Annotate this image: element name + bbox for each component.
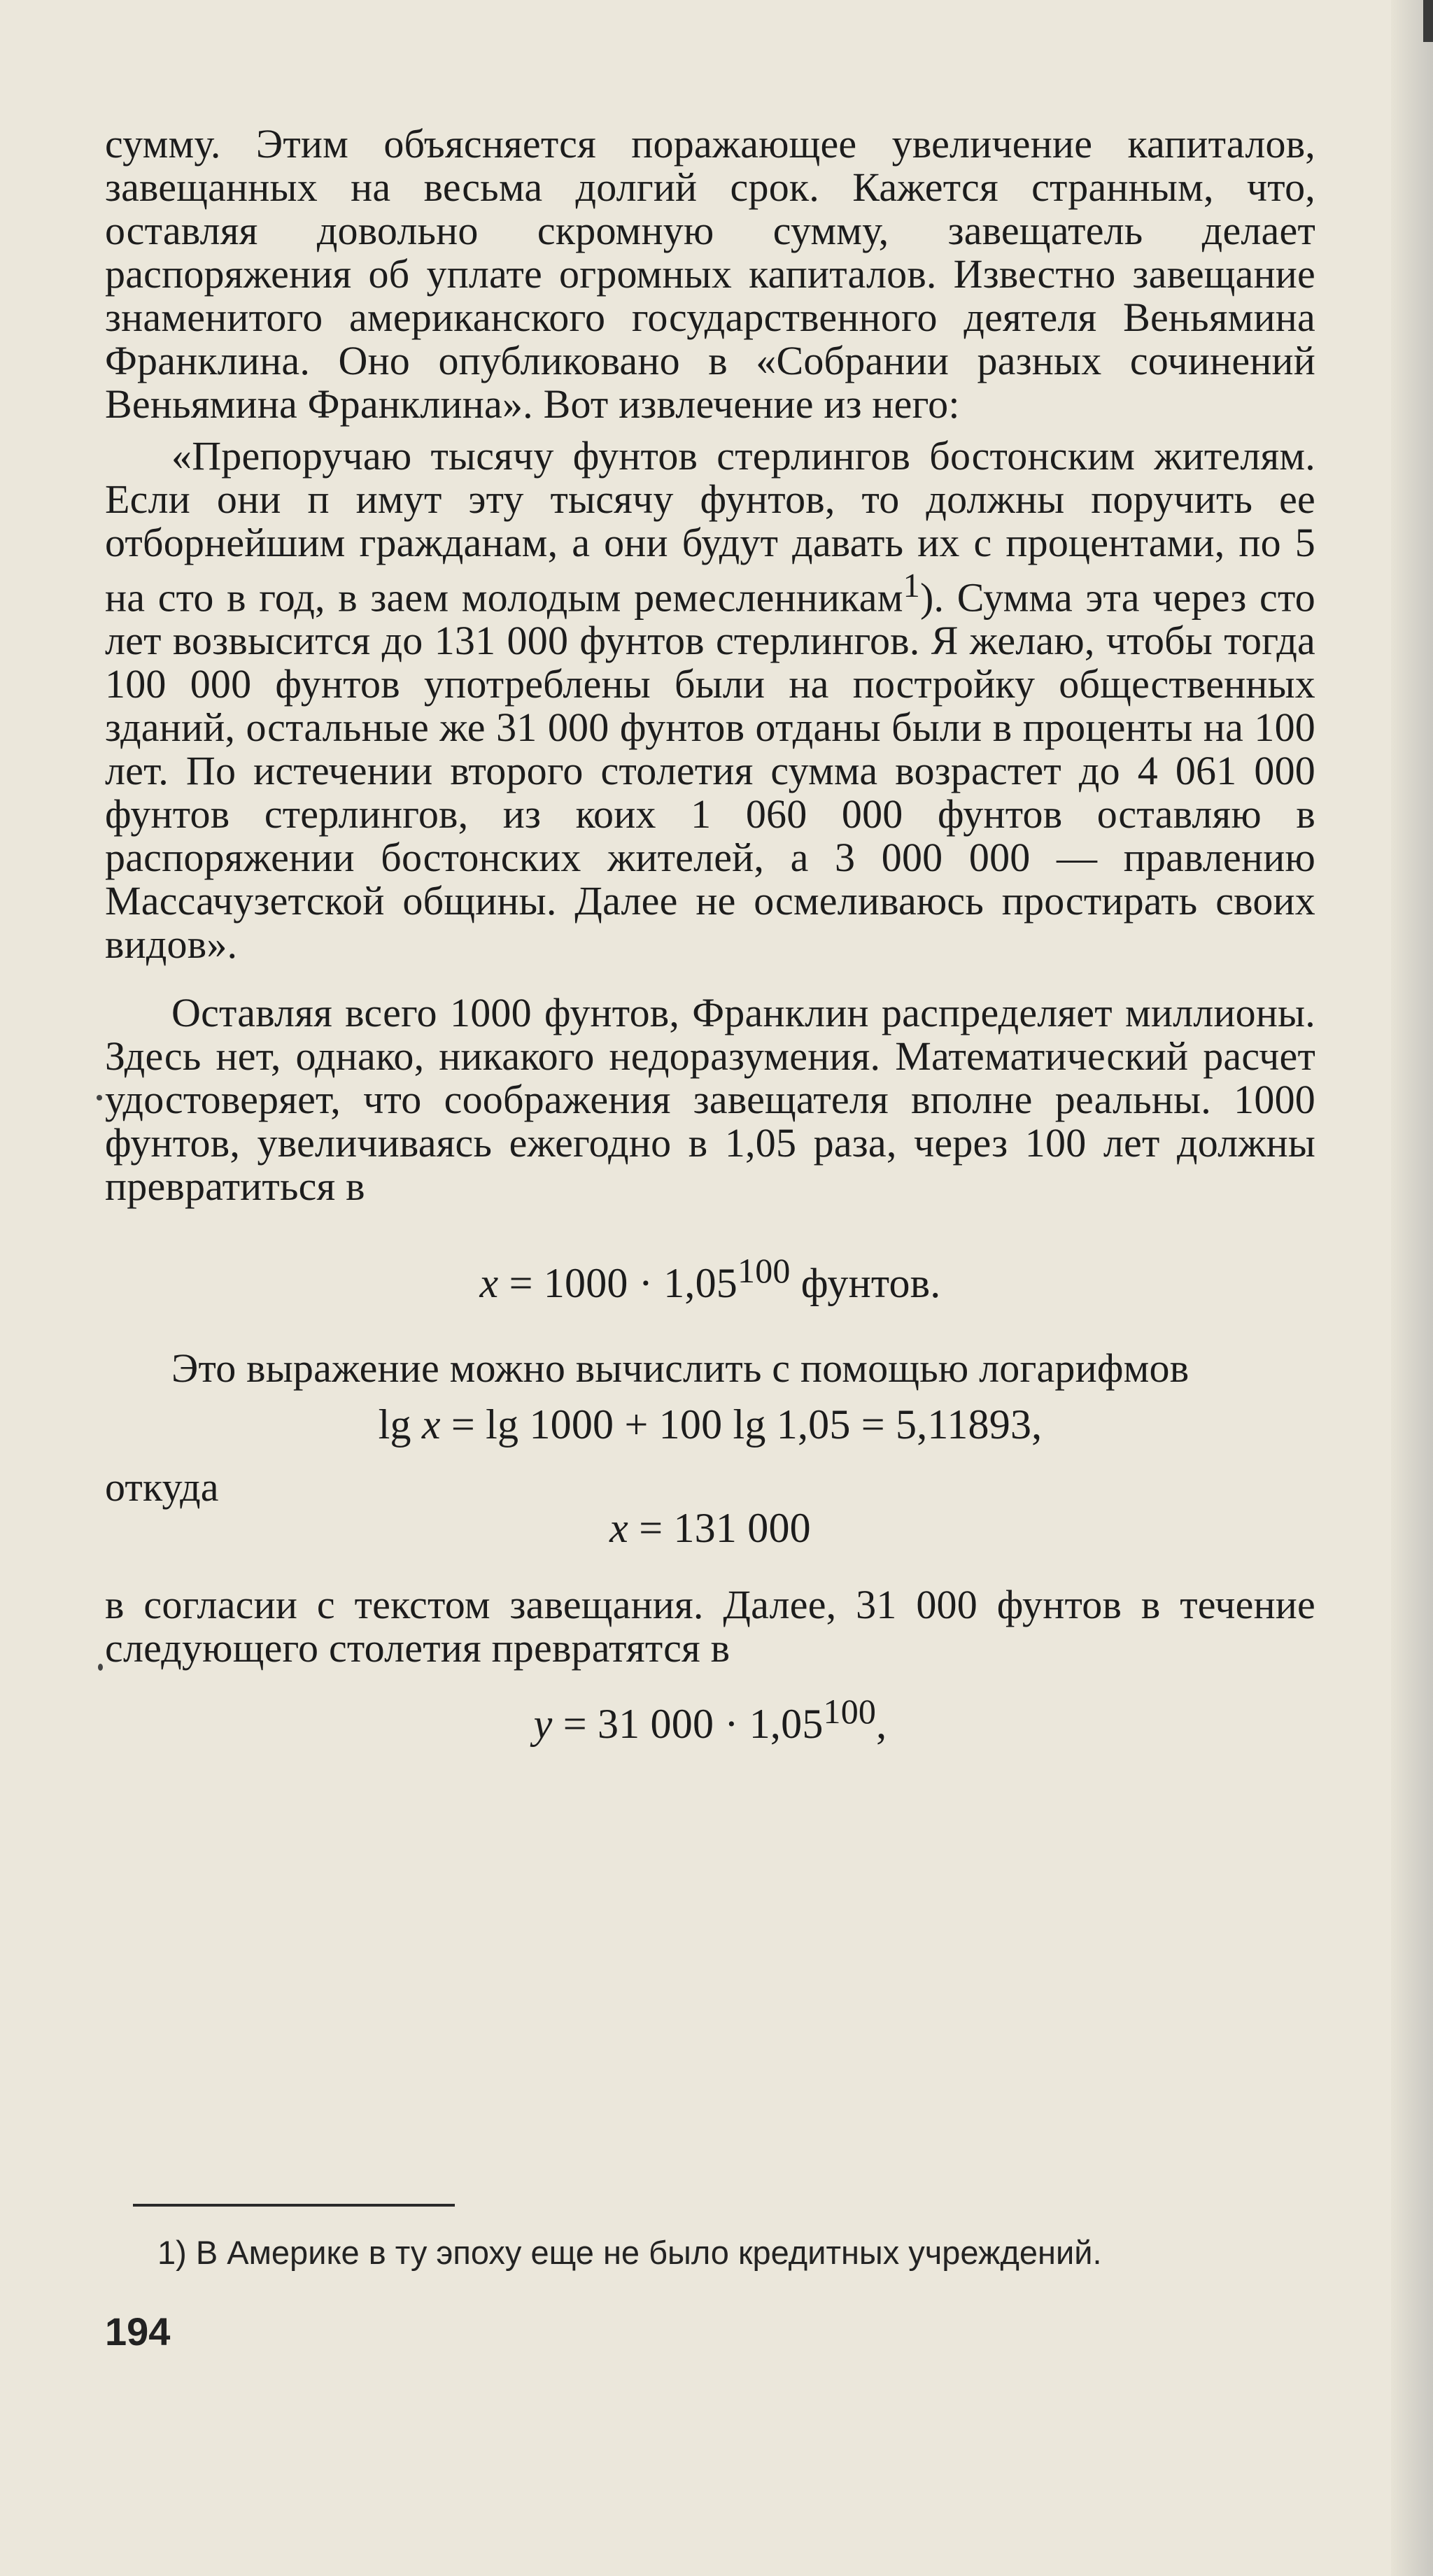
formula-body: = 1000 · 1,05: [498, 1260, 737, 1307]
print-speck: [97, 1095, 102, 1101]
quote-part-1: «Препоручаю тысячу фунтов стерлингов бостонским жителям. Если они п имут эту тысячу фунтов, то должны поручить ее отборнейшим гражданам, а они будут давать их с процентами, по 5 на сто в год, в заем молодым ремесленникам: [105, 433, 1315, 621]
formula-lg: lg: [378, 1401, 422, 1448]
paragraph-5: откуда: [105, 1464, 219, 1510]
footnote-divider: [133, 2204, 455, 2207]
print-speck: [98, 1664, 103, 1671]
formula-var-x: x: [421, 1401, 441, 1448]
formula-exponent: 100: [823, 1692, 877, 1732]
footnote-text: В Америке в ту эпоху еще не было кредитных учреждений.: [186, 2234, 1102, 2271]
formula-exponent: 100: [737, 1251, 791, 1291]
formula-var-x: x: [479, 1260, 499, 1307]
page-corner-mark: [1423, 0, 1433, 42]
formula-var-y: y: [533, 1701, 553, 1748]
paragraph-3: Оставляя всего 1000 фунтов, Франклин распределяет миллионы. Здесь нет, однако, никакого недоразумения. Математический расчет удостоверяет, что соображения завещателя вполне реальны. 1000 фунтов, увеличиваясь ежегодно в 1,05 раза, через 100 лет должны превратиться в: [105, 990, 1315, 1210]
footnote-ref: 1: [903, 567, 920, 604]
footnote-marker: 1): [157, 2234, 187, 2271]
quote-part-2: ). Сумма эта через сто лет возвысится до 131 000 фунтов стерлингов. Я желаю, чтобы тогда 100 000 фунтов употреблены были на постройку общественных зданий, остальные же 31 000 фунтов отданы были в проценты на 100 лет. По истечении второго столетия сумма возрастет до 4 061 000 фунтов стерлингов, из коих 1 060 000 фунтов оставляю в распоряжении бостонских жителей, а 3 000 000 — правлению Массачузетской общины. Далее не осмеливаюсь простирать своих видов».: [105, 574, 1315, 968]
formula-body: = 31 000 · 1,05: [552, 1701, 824, 1748]
formula-x-growth: [105, 1249, 1315, 1305]
paragraph-6: в согласии с текстом завещания. Далее, 31 000 фунтов в течение следующего столетия превратятся в: [105, 1582, 1315, 1671]
paragraph-quote: [105, 434, 1315, 966]
formula-logarithm: [105, 1403, 1315, 1446]
formula-x-result: [105, 1506, 1315, 1550]
page-number: 194: [105, 2309, 171, 2354]
formula-y-growth: [105, 1690, 1315, 1746]
footnote: [157, 2233, 1347, 2272]
body-text: [105, 122, 1315, 1746]
formula-tail: ,: [876, 1701, 887, 1748]
formula-body: = 131 000: [628, 1505, 811, 1552]
paragraph-4: Это выражение можно вычислить с помощью логарифмов: [171, 1345, 1190, 1392]
paragraph-1: сумму. Этим объясняется поражающее увеличение капиталов, завещанных на весьма долгий срок. Кажется странным, что, оставляя довольно скромную сумму, завещатель делает распоряжения об уплате огромных капиталов. Известно завещание знаменитого американского государственного деятеля Веньямина Франклина. Оно опубликовано в «Собрании разных сочинений Веньямина Франклина». Вот извлечение из него:: [105, 121, 1315, 427]
formula-body: = lg 1000 + 100 lg 1,05 = 5,11893,: [440, 1401, 1043, 1448]
formula-tail: фунтов.: [790, 1260, 941, 1307]
page-edge-shadow: [1391, 0, 1433, 2576]
formula-var-x: x: [609, 1505, 628, 1552]
